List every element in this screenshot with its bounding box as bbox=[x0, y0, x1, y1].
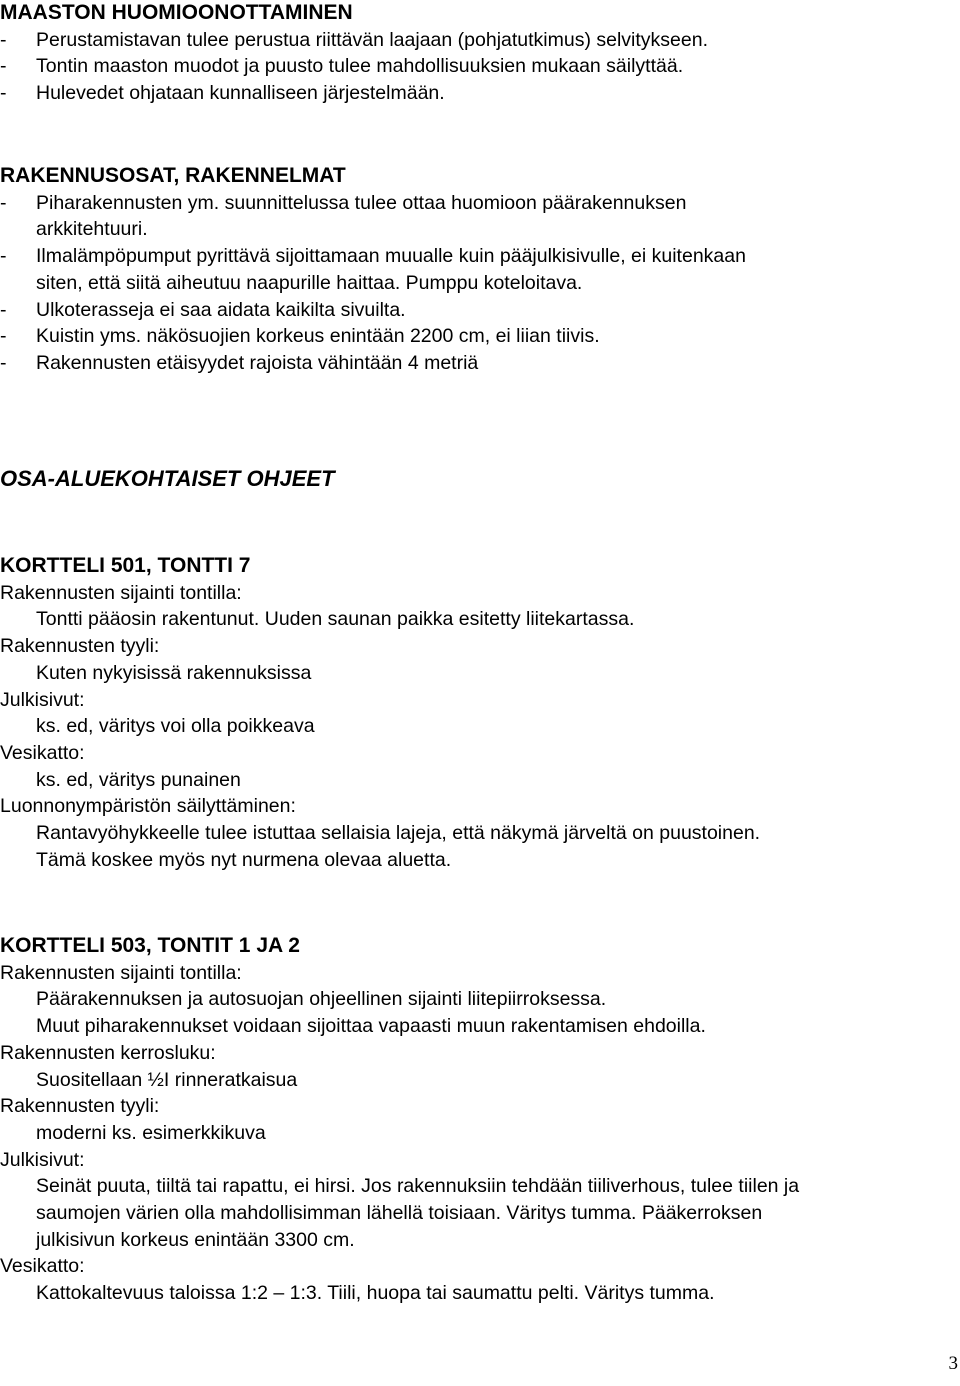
field-label: Rakennusten sijainti tontilla: bbox=[0, 581, 242, 604]
list-item: - Perustamistavan tulee perustua riittävän laajaan (pohjatutkimus) selvitykseen. bbox=[0, 28, 709, 51]
field-value: Päärakennuksen ja autosuojan ohjeellinen sijainti liitepiirroksessa. bbox=[36, 988, 607, 1011]
field-value: moderni ks. esimerkkikuva bbox=[36, 1121, 266, 1144]
block-501 bbox=[0, 553, 960, 873]
field-value: ks. ed, väritys voi olla poikkeava bbox=[36, 715, 315, 738]
bullet-list bbox=[0, 27, 960, 107]
field-label: Rakennusten kerrosluku: bbox=[0, 1041, 216, 1064]
block-heading: KORTTELI 501, TONTTI 7 bbox=[0, 554, 251, 577]
field-value: saumojen värien olla mahdollisimman lähellä toisiaan. Väritys tumma. Pääkerroksen bbox=[36, 1202, 763, 1225]
field-value: Tontti pääosin rakentunut. Uuden saunan paikka esitetty liitekartassa. bbox=[36, 608, 635, 631]
bullet-list bbox=[0, 190, 960, 377]
list-item: - Ulkoterasseja ei saa aidata kaikilta sivuilta. bbox=[0, 298, 406, 321]
field-value: Suositellaan ½I rinneratkaisua bbox=[36, 1068, 298, 1091]
block-503 bbox=[0, 933, 960, 1307]
block-heading: KORTTELI 503, TONTIT 1 JA 2 bbox=[0, 934, 300, 957]
field-label: Julkisivut: bbox=[0, 688, 85, 711]
list-item: - Hulevedet ohjataan kunnalliseen järjestelmään. bbox=[0, 82, 445, 105]
field-label: Luonnonympäristön säilyttäminen: bbox=[0, 795, 296, 818]
list-item: - Piharakennusten ym. suunnittelussa tulee ottaa huomioon päärakennuksen arkkitehtuuri. bbox=[0, 191, 687, 241]
section-heading: RAKENNUSOSAT, RAKENNELMAT bbox=[0, 164, 346, 187]
field-label: Rakennusten tyyli: bbox=[0, 635, 160, 658]
section-heading: MAASTON HUOMIOONOTTAMINEN bbox=[0, 1, 353, 24]
field-value: Muut piharakennukset voidaan sijoittaa vapaasti muun rakentamisen ehdoilla. bbox=[36, 1015, 706, 1038]
section-building-parts bbox=[0, 163, 960, 377]
field-value: Tämä koskee myös nyt nurmena olevaa aluetta. bbox=[36, 848, 452, 871]
list-item: - Ilmalämpöpumput pyrittävä sijoittamaan muualle kuin pääjulkisivulle, ei kuitenkaan siten, että siitä aiheutuu naapurille haittaa. Pumppu koteloitava. bbox=[0, 245, 746, 294]
list-item: - Tontin maaston muodot ja puusto tulee mahdollisuuksien mukaan säilyttää. bbox=[0, 55, 684, 78]
list-item: - Rakennusten etäisyydet rajoista vähintään 4 metriä bbox=[0, 351, 479, 374]
field-value: julkisivun korkeus enintään 3300 cm. bbox=[36, 1228, 355, 1251]
section-terrain bbox=[0, 0, 960, 107]
field-value: Kattokaltevuus taloissa 1:2 – 1:3. Tiili, huopa tai saumattu pelti. Väritys tumma. bbox=[36, 1282, 715, 1305]
field-value: Kuten nykyisissä rakennuksissa bbox=[36, 661, 312, 684]
section-heading-subareas: OSA-ALUEKOHTAISET OHJEET bbox=[0, 466, 335, 491]
field-label: Julkisivut: bbox=[0, 1148, 85, 1171]
field-label: Vesikatto: bbox=[0, 1255, 85, 1278]
field-label: Vesikatto: bbox=[0, 741, 85, 764]
field-value: Rantavyöhykkeelle tulee istuttaa sellaisia lajeja, että näkymä järveltä on puustoinen. bbox=[36, 822, 761, 845]
field-value: Seinät puuta, tiiltä tai rapattu, ei hirsi. Jos rakennuksiin tehdään tiiliverhous, tulee tiilen ja bbox=[36, 1175, 800, 1198]
page-number: 3 bbox=[948, 1353, 958, 1374]
field-value: ks. ed, väritys punainen bbox=[36, 768, 241, 791]
list-item: - Kuistin yms. näkösuojien korkeus enintään 2200 cm, ei liian tiivis. bbox=[0, 325, 600, 348]
field-label: Rakennusten sijainti tontilla: bbox=[0, 961, 242, 984]
field-label: Rakennusten tyyli: bbox=[0, 1095, 160, 1118]
